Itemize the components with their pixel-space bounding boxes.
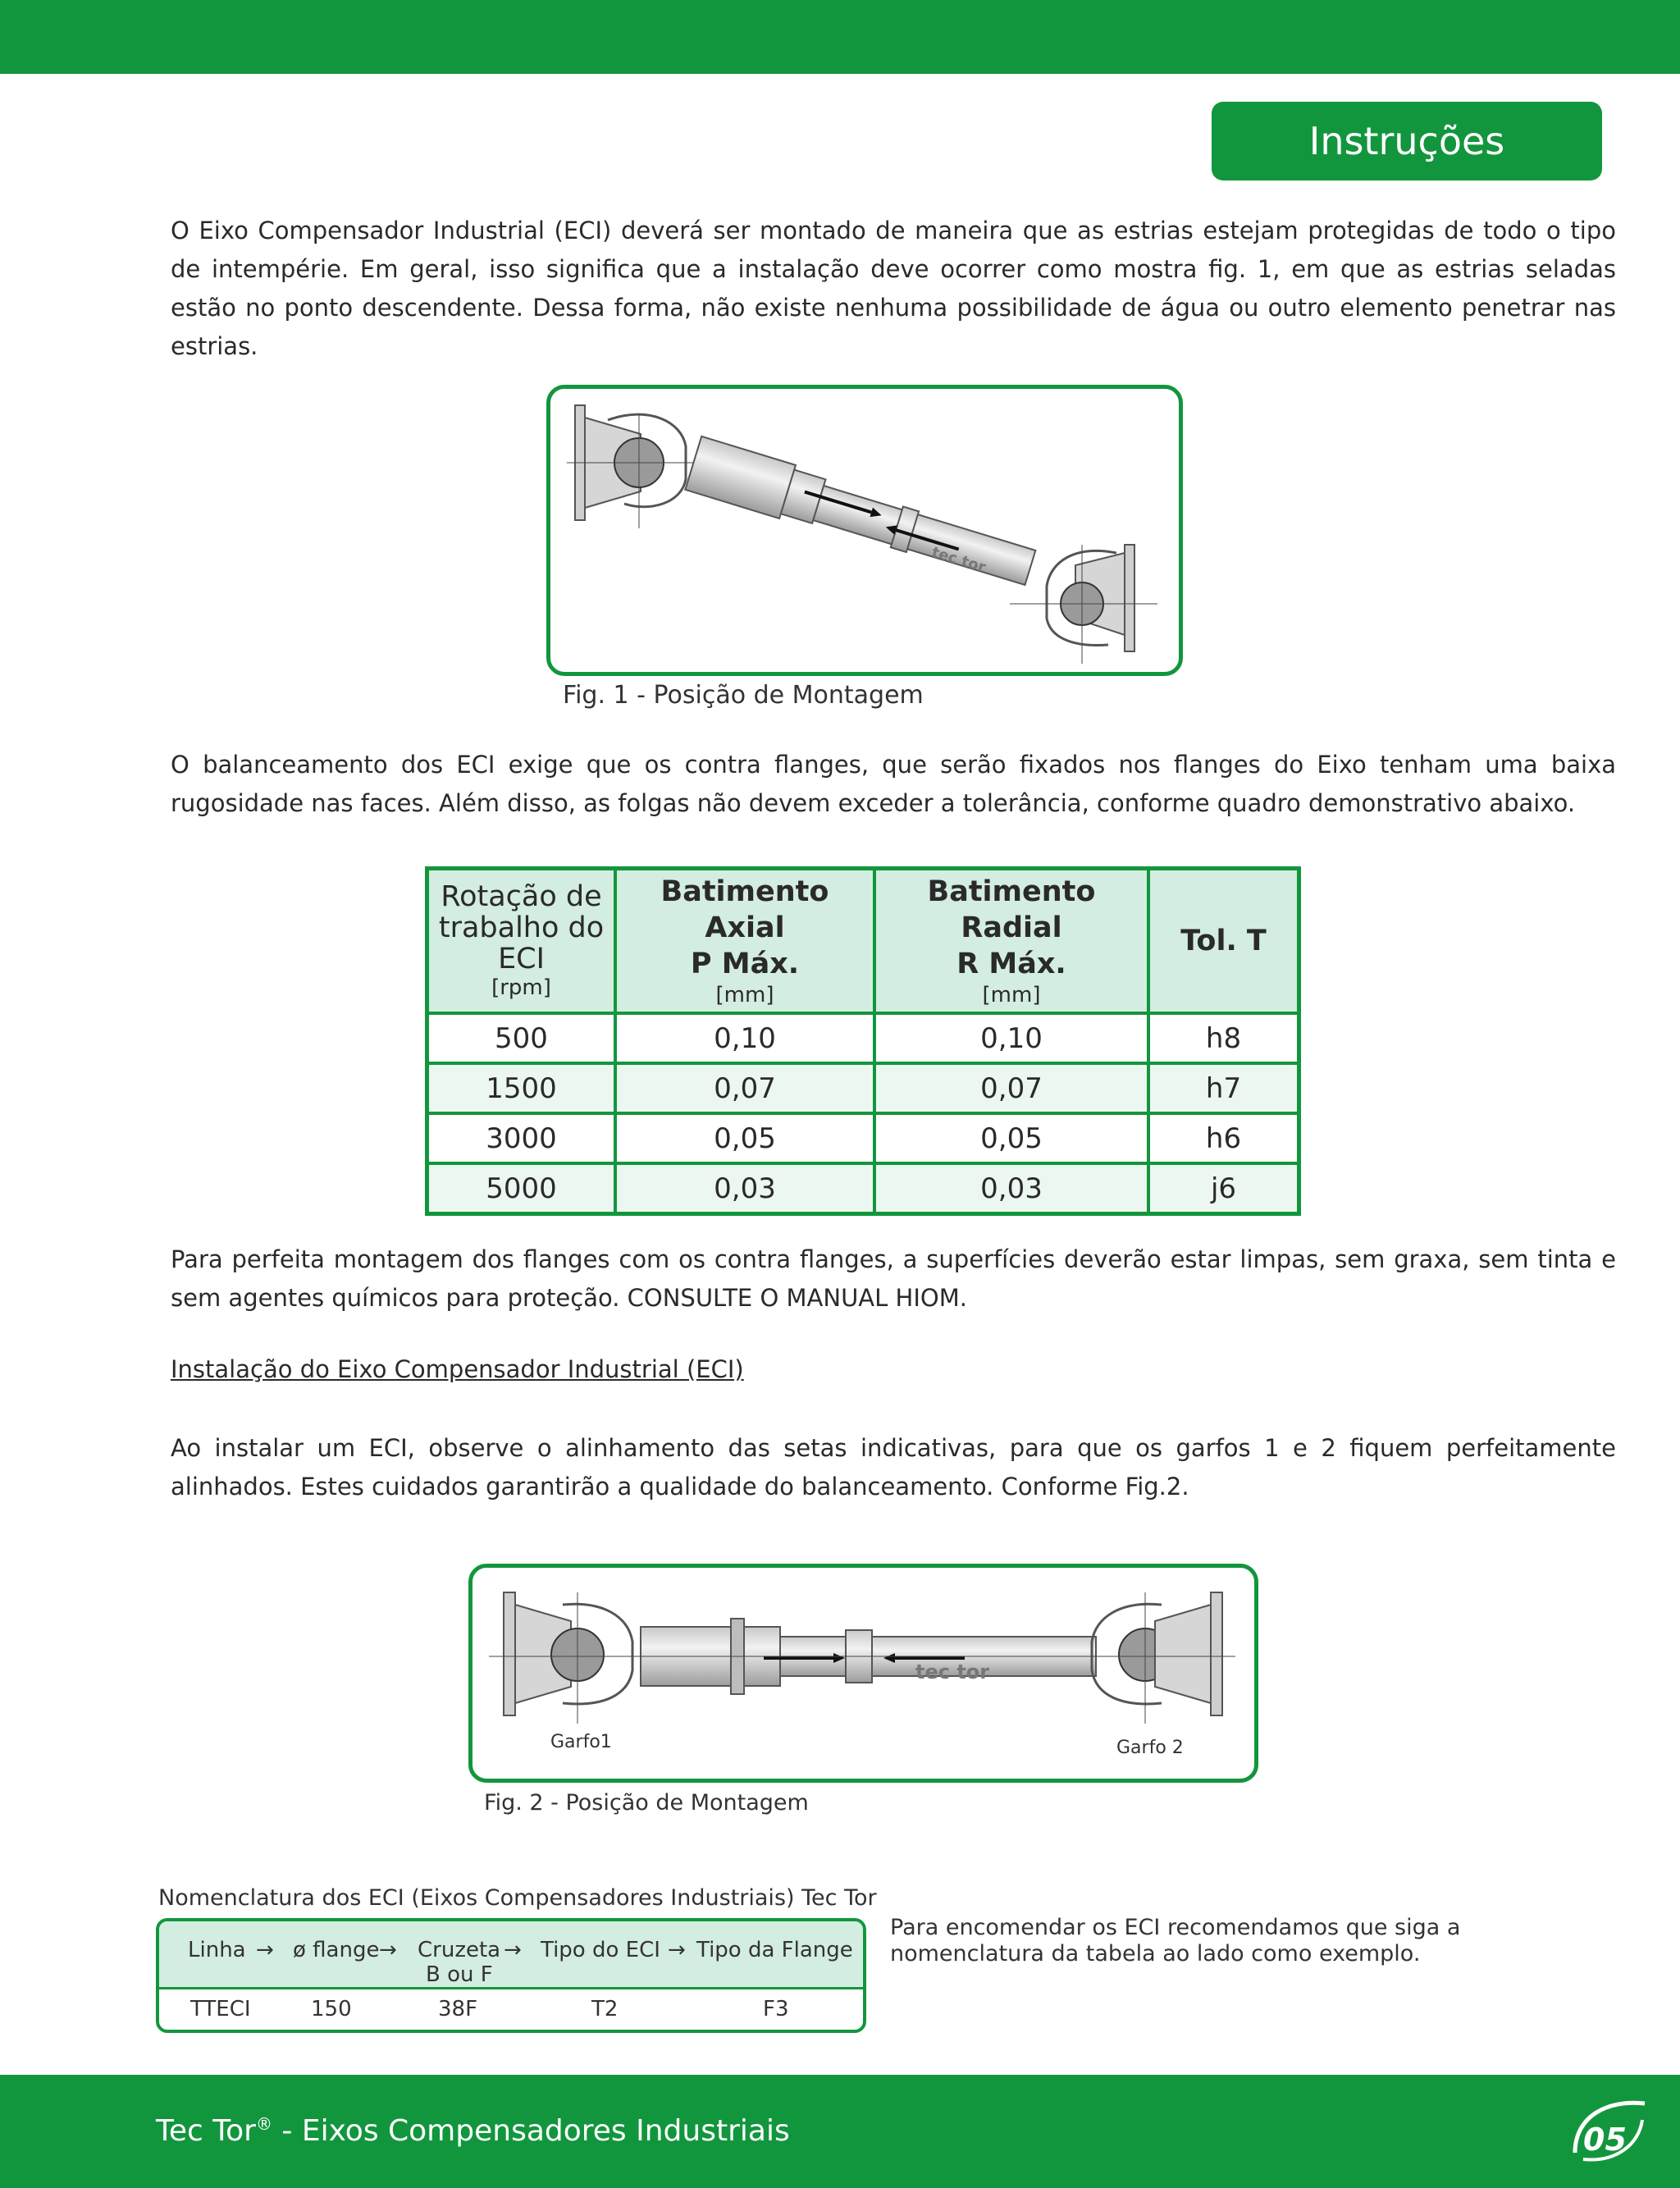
figure-1-caption: Fig. 1 - Posição de Montagem — [563, 681, 924, 710]
nom-header-tipo-flange: Tipo da Flange — [696, 1938, 853, 1962]
footer-brand: Tec Tor® - Eixos Compensadores Industriais — [156, 2114, 790, 2148]
table-row — [427, 1113, 1299, 1163]
table-cell: h6 — [1148, 1113, 1299, 1163]
nom-value-linha: TTECI — [190, 1997, 251, 2021]
arrow-icon: → — [379, 1938, 397, 1962]
table-cell: 0,03 — [874, 1163, 1148, 1214]
intro-paragraph: O Eixo Compensador Industrial (ECI) deverá ser montado de maneira que as estrias estejam protegidas de todo o tipo de intempérie. Em geral, isso significa que a instalação deve ocorrer como mostra fig. 1, em que as estrias seladas estão no ponto descendente. Dessa forma, não existe nenhuma possibilidade de água ou outro elemento penetrar nas estrias. — [171, 217, 1616, 360]
table-cell: 0,03 — [615, 1163, 874, 1214]
figure-2-caption: Fig. 2 - Posição de Montagem — [484, 1790, 809, 1816]
table-row — [427, 1063, 1299, 1113]
table-cell: 1500 — [427, 1063, 616, 1113]
nom-header-tipo-eci: Tipo do ECI — [541, 1938, 660, 1962]
page-number-badge — [1567, 2087, 1649, 2169]
table-cell: h7 — [1148, 1063, 1299, 1113]
table-cell: 0,07 — [615, 1063, 874, 1113]
table-cell: 5000 — [427, 1163, 616, 1214]
table-cell: 0,05 — [874, 1113, 1148, 1163]
nom-header-flange: ø flange — [293, 1938, 380, 1962]
header-radial: Batimento Radial R Máx. [mm] — [874, 869, 1148, 1014]
table-header-row — [427, 869, 1299, 1014]
install-heading: Instalação do Eixo Compensador Industrial (ECI) — [171, 1355, 744, 1383]
table-row — [427, 1163, 1299, 1214]
header-rotation: Rotação de trabalho do ECI [rpm] — [427, 869, 616, 1014]
table-cell: 0,10 — [615, 1013, 874, 1063]
table-cell: 0,05 — [615, 1113, 874, 1163]
balance-paragraph: O balanceamento dos ECI exige que os contra flanges, que serão fixados nos flanges do Eixo tenham uma baixa rugosidade nas faces. Além disso, as folgas não devem exceder a tolerância, conforme quadro demonstrativo abaixo. — [171, 751, 1616, 817]
nom-header-cruzeta-sub: B ou F — [426, 1962, 493, 1987]
nomenclature-table — [156, 1918, 866, 2033]
nom-value-tipo-flange: F3 — [763, 1997, 789, 2021]
install-paragraph: Ao instalar um ECI, observe o alinhamento das setas indicativas, para que os garfos 1 e 2 fiquem perfeitamente alinhados. Estes cuidados garantirão a qualidade do balanceamento. Conforme Fig.2. — [171, 1434, 1616, 1501]
logo-text: tec tor — [929, 543, 988, 577]
nomenclature-title: Nomenclatura dos ECI (Eixos Compensadores Industriais) Tec Tor — [158, 1885, 877, 1911]
table-cell: j6 — [1148, 1163, 1299, 1214]
nom-value-cruzeta: 38F — [438, 1997, 478, 2021]
table-cell: h8 — [1148, 1013, 1299, 1063]
figure-2-box — [468, 1564, 1258, 1783]
nom-header-linha: Linha — [188, 1938, 246, 1962]
cleaning-paragraph: Para perfeita montagem dos flanges com os contra flanges, a superfícies deverão estar limpas, sem graxa, sem tinta e sem agentes químicos para proteção. CONSULTE O MANUAL HIOM. — [171, 1245, 1616, 1312]
table-row — [427, 1013, 1299, 1063]
arrow-icon: → — [256, 1938, 274, 1962]
header-axial: Batimento Axial P Máx. [mm] — [615, 869, 874, 1014]
order-note: Para encomendar os ECI recomendamos que siga a nomenclatura da tabela ao lado como exemplo. — [890, 1915, 1461, 1966]
nom-header-cruzeta: Cruzeta — [418, 1938, 501, 1962]
page-number: 05 — [1583, 2122, 1627, 2158]
tolerance-table — [425, 866, 1301, 1216]
arrow-icon: → — [668, 1938, 686, 1962]
arrow-icon: → — [504, 1938, 522, 1962]
table-cell: 3000 — [427, 1113, 616, 1163]
table-cell: 500 — [427, 1013, 616, 1063]
label-garfo-1: Garfo1 — [550, 1732, 612, 1752]
nom-value-tipo-eci: T2 — [591, 1997, 619, 2021]
header-tolerance: Tol. T — [1148, 869, 1299, 1014]
figure-1-box — [546, 385, 1183, 676]
table-cell: 0,07 — [874, 1063, 1148, 1113]
logo-text: tec tor — [915, 1660, 990, 1683]
label-garfo-2: Garfo 2 — [1116, 1738, 1184, 1758]
section-title: Instruções — [1212, 102, 1602, 180]
shaft-aligned-illustration — [472, 1568, 1254, 1779]
nom-value-flange: 150 — [311, 1997, 352, 2021]
shaft-inclined-illustration — [550, 389, 1179, 672]
top-bar — [0, 0, 1680, 74]
table-cell: 0,10 — [874, 1013, 1148, 1063]
